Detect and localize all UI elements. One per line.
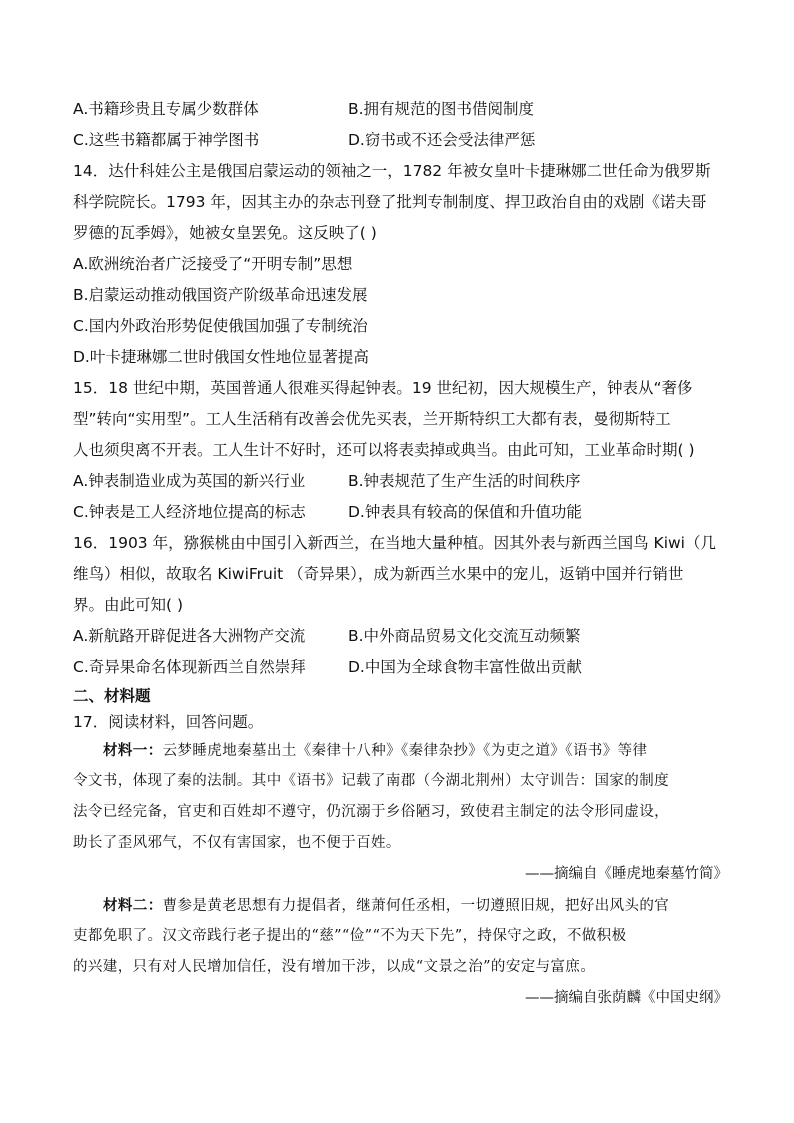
section-title-materials: 二、材料题 <box>73 687 151 705</box>
q16-option-d[interactable]: D.中国为全球食物丰富性做出贡献 <box>348 658 582 676</box>
material-1-line-2: 令文书，体现了秦的法制。其中《语书》记载了南郡（今湖北荆州）太守训告：国家的制度 <box>73 773 669 789</box>
q14-option-a[interactable]: A.欧洲统治者广泛接受了“开明专制”思想 <box>73 255 353 273</box>
q15-option-d[interactable]: D.钟表具有较高的保值和升值功能 <box>348 503 582 521</box>
q13-option-c[interactable]: C.这些书籍都属于神学图书 <box>73 131 260 149</box>
question-15 <box>73 373 728 528</box>
q14-option-d[interactable]: D.叶卡捷琳娜二世时俄国女性地位显著提高 <box>73 348 369 366</box>
q13-option-b[interactable]: B.拥有规范的图书借阅制度 <box>348 100 535 118</box>
material-1 <box>73 735 728 859</box>
q16-option-b[interactable]: B.中外商品贸易文化交流互动频繁 <box>348 627 581 645</box>
material-2-label: 材料二： <box>103 897 163 914</box>
q16-options-row-1 <box>73 621 728 652</box>
q17-prompt: 17．阅读材料，回答问题。 <box>73 713 264 731</box>
material-2-line-3: 的兴建，只有对人民增加信任，没有增加干涉，以成“文景之治”的安定与富庶。 <box>73 959 596 975</box>
material-1-label: 材料一： <box>103 742 163 759</box>
q16-options-row-2 <box>73 652 728 683</box>
question-16 <box>73 528 728 683</box>
q16-stem-line-1: 16．1903 年，猕猴桃由中国引入新西兰，在当地大量种植。因其外表与新西兰国鸟 Kiwi（几 <box>73 534 716 552</box>
q15-option-b[interactable]: B.钟表规范了生产生活的时间秩序 <box>348 472 581 490</box>
material-1-line-1 <box>73 735 728 766</box>
material-1-text-1: 云梦睡虎地秦墓出土《秦律十八种》《秦律杂抄》《为吏之道》《语书》等律 <box>162 743 648 759</box>
question-14 <box>73 156 728 373</box>
q16-option-c[interactable]: C.奇异果命名体现新西兰自然崇拜 <box>73 658 306 676</box>
material-1-line-3: 法令已经完备，官吏和百姓却不遵守，仍沉溺于乡俗陋习，致使君主制定的法令形同虚设， <box>73 804 669 820</box>
material-2-source: ——摘编自张荫麟《中国史纲》 <box>525 990 728 1006</box>
q14-stem-line-1: 14．达什科娃公主是俄国启蒙运动的领袖之一，1782 年被女皇叶卡捷琳娜二世任命为俄罗斯 <box>73 162 711 180</box>
q14-option-b[interactable]: B.启蒙运动推动俄国资产阶级革命迅速发展 <box>73 286 368 304</box>
q16-option-a[interactable]: A.新航路开辟促进各大洲物产交流 <box>73 627 306 645</box>
q13-option-d[interactable]: D.窃书或不还会受法律严惩 <box>348 131 536 149</box>
q16-stem-line-2: 维鸟）相似，故取名 KiwiFruit （奇异果），成为新西兰水果中的宠儿，返销中国并行销世 <box>73 565 684 583</box>
q13-option-a[interactable]: A.书籍珍贵且专属少数群体 <box>73 100 259 118</box>
material-2-line-1 <box>73 890 728 921</box>
q15-options-row-2 <box>73 497 728 528</box>
material-1-line-4: 助长了歪风邪气，不仅有害国家，也不便于百姓。 <box>73 835 401 851</box>
material-2-text-1: 曹参是黄老思想有力提倡者，继萧何任丞相，一切遵照旧规，把好出风头的官 <box>162 898 670 914</box>
exam-page <box>73 94 728 1014</box>
q15-option-a[interactable]: A.钟表制造业成为英国的新兴行业 <box>73 472 306 490</box>
material-1-source: ——摘编自《睡虎地秦墓竹简》 <box>525 866 728 882</box>
q13-options-row-1 <box>73 94 728 125</box>
q15-options-row-1 <box>73 466 728 497</box>
q15-stem-line-2: 型”转向“实用型”。工人生活稍有改善会优先买表，兰开斯特织工大都有表，曼彻斯特工 <box>73 410 671 428</box>
material-2-line-2: 吏都免职了。汉文帝践行老子提出的“慈”“俭”“不为天下先”，持保守之政，不做积极 <box>73 928 627 944</box>
q13-options-row-2 <box>73 125 728 156</box>
q16-stem-line-3: 界。由此可知( ) <box>73 596 184 614</box>
material-2 <box>73 890 728 983</box>
q14-stem-line-2: 科学院院长。1793 年，因其主办的杂志刊登了批判专制制度、捍卫政治自由的戏剧《诺夫哥 <box>73 193 707 211</box>
q15-stem-line-1: 15．18 世纪中期，英国普通人很难买得起钟表。19 世纪初，因大规模生产，钟表从“奢侈 <box>73 379 693 397</box>
q15-stem-line-3: 人也须臾离不开表。工人生计不好时，还可以将表卖掉或典当。由此可知，工业革命时期( ) <box>73 441 695 459</box>
q14-stem-line-3: 罗德的瓦季姆》，她被女皇罢免。这反映了( ) <box>73 224 377 242</box>
q15-option-c[interactable]: C.钟表是工人经济地位提高的标志 <box>73 503 306 521</box>
q14-option-c[interactable]: C.国内外政治形势促使俄国加强了专制统治 <box>73 317 368 335</box>
